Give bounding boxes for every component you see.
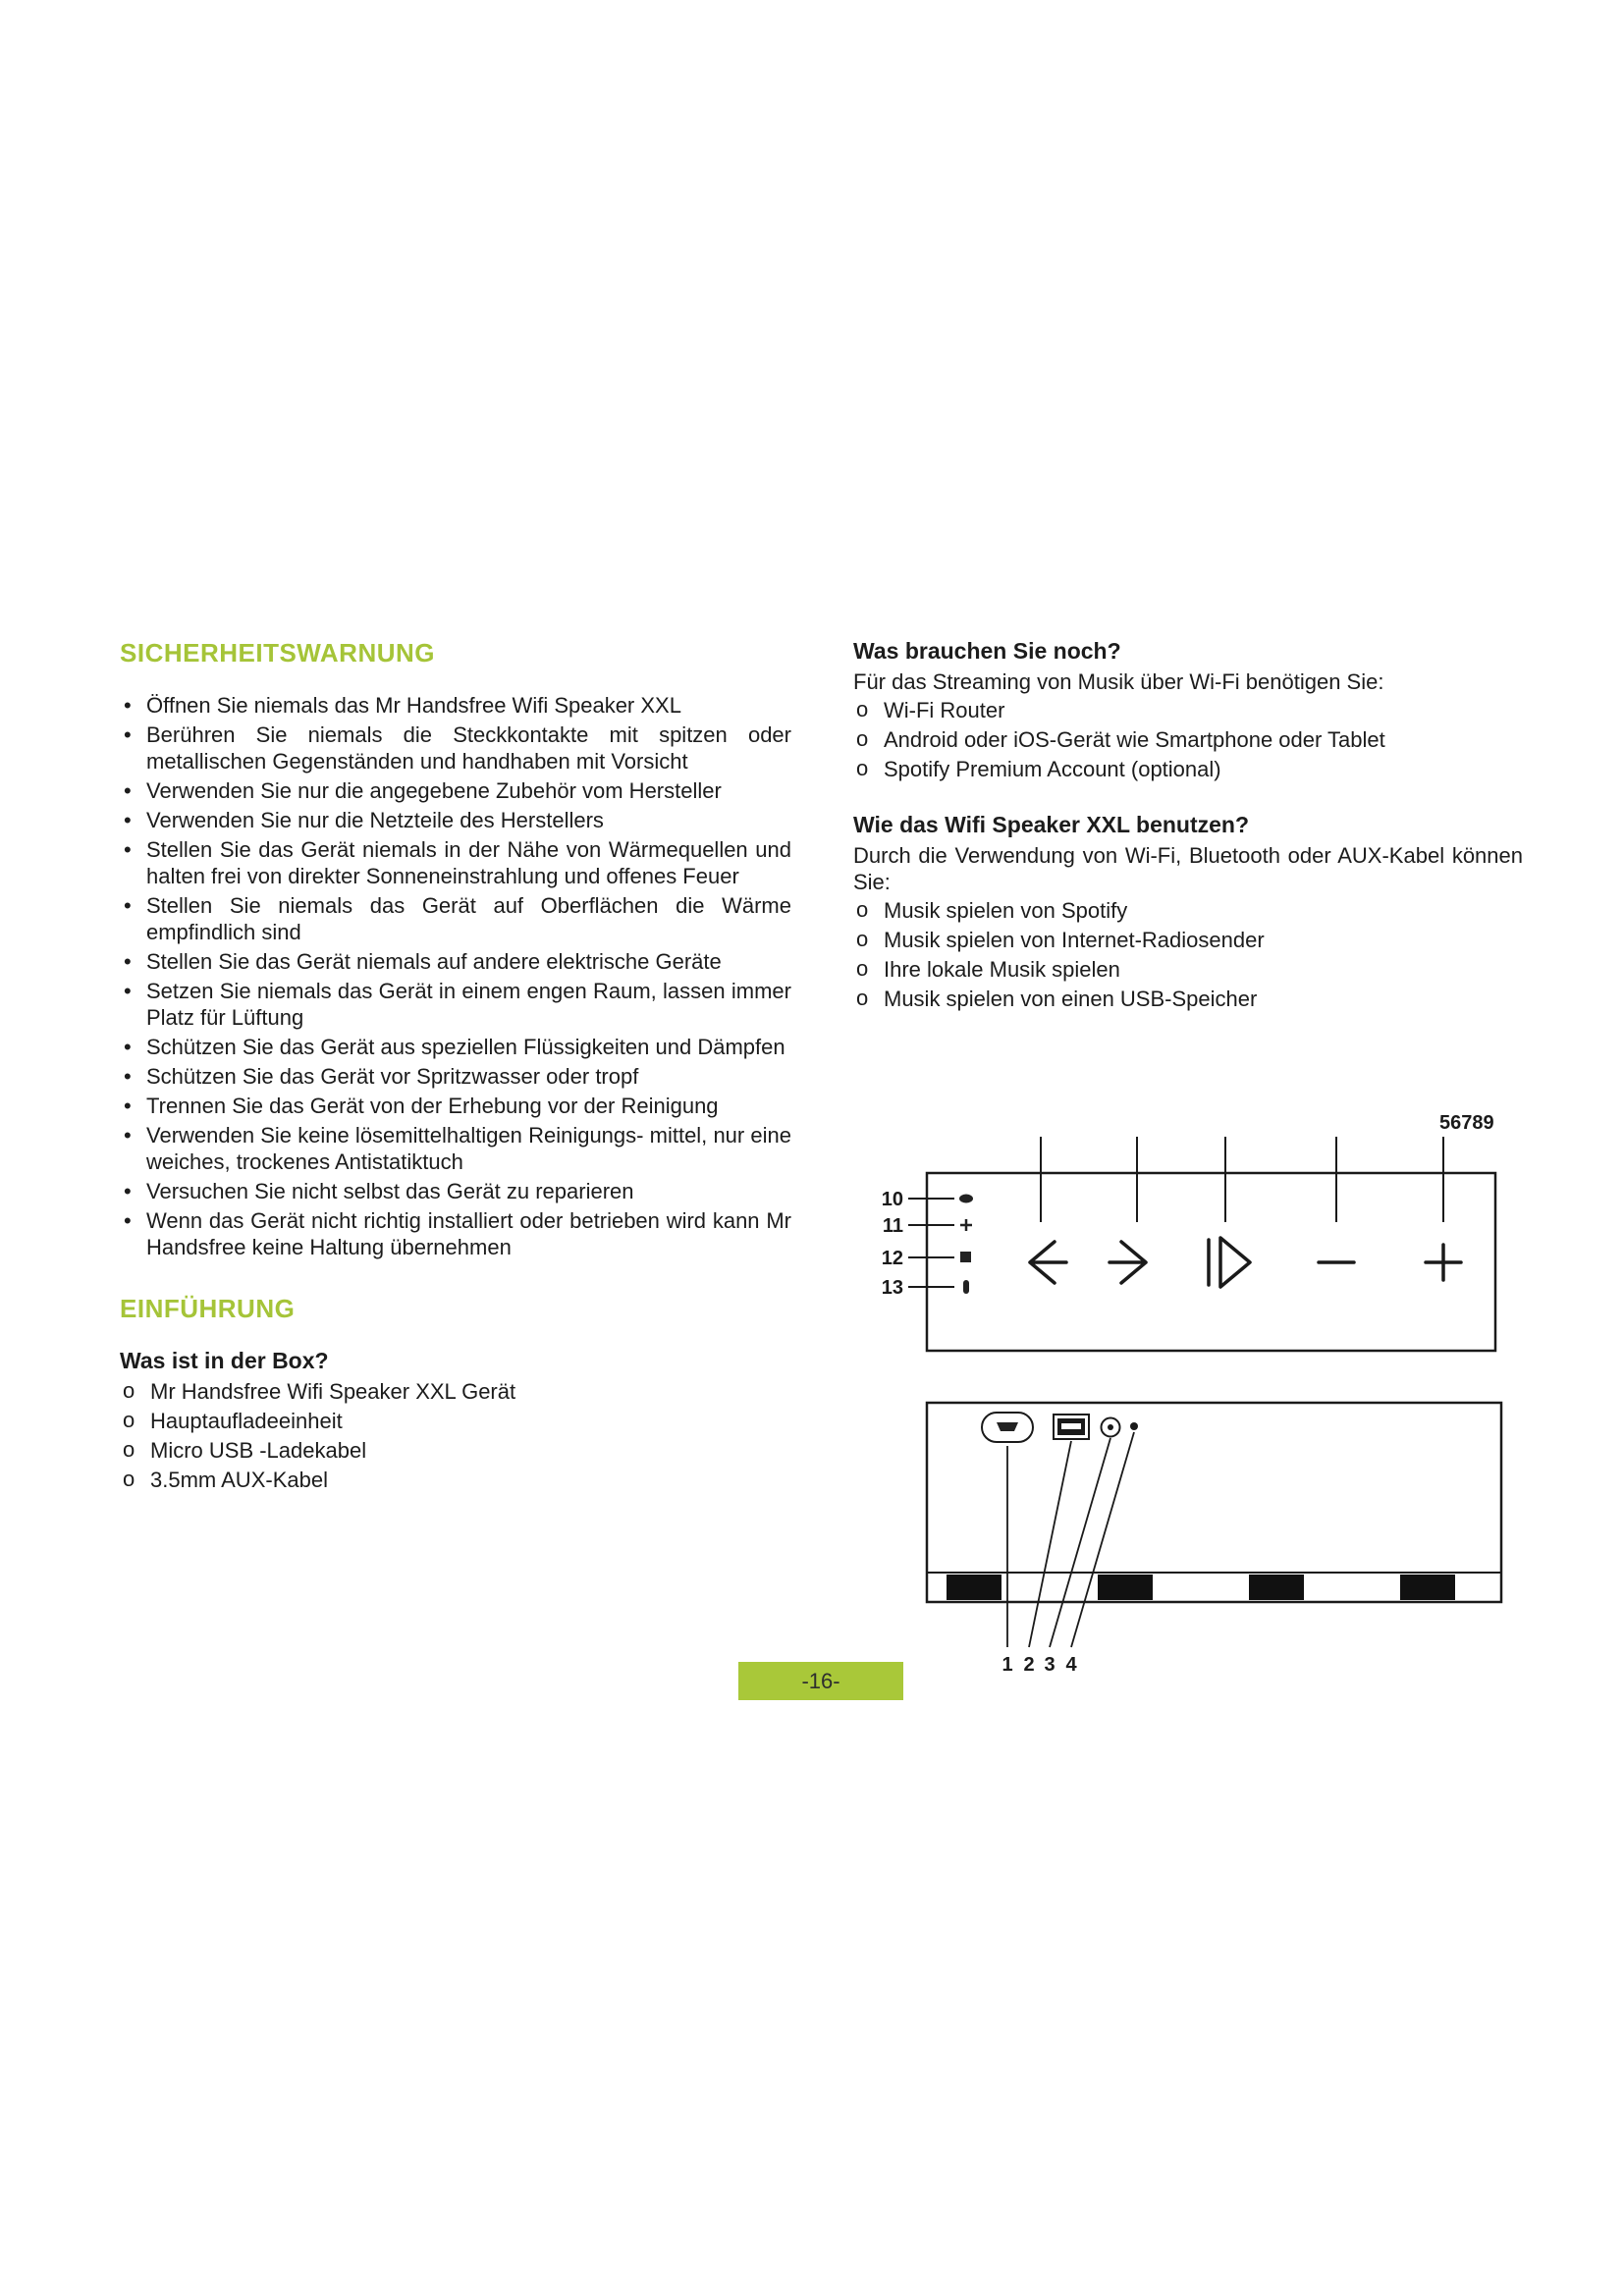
list-item [120,807,791,833]
bullet-marker: • [124,778,132,803]
bullet-marker: • [124,979,132,1003]
bullet-marker: • [124,837,132,862]
circle-marker: o [856,756,869,780]
indicator-label-10: 10 [881,1189,903,1210]
list-item-text: Stellen Sie niemals das Gerät auf Oberflächen die Wärme empfindlich sind [146,893,791,944]
usage-list [853,897,1523,1012]
list-item [120,978,791,1031]
port-label-3: 3 [1044,1654,1056,1676]
list-item-text: Verwenden Sie nur die Netzteile des Herstellers [146,808,604,832]
list-item-text: Ihre lokale Musik spielen [884,957,1120,982]
box-contents-list [120,1378,791,1493]
ref-number-label: 56789 [1439,1112,1494,1134]
list-item-text: Schützen Sie das Gerät aus speziellen Flüssigkeiten und Dämpfen [146,1035,785,1059]
list-item-text: 3.5mm AUX-Kabel [150,1468,328,1492]
list-item-text: Stellen Sie das Gerät niemals auf andere elektrische Geräte [146,949,722,974]
microphone-hole-icon [1130,1422,1138,1430]
battery-indicator-icon [963,1280,969,1294]
rear-panel-diagram [844,1369,1532,1693]
list-item [853,986,1523,1012]
port-label-4: 4 [1065,1654,1077,1676]
list-item-text: Wenn das Gerät nicht richtig installiert oder betrieben wird kann Mr Handsfree keine Haltung übernehmen [146,1208,791,1259]
list-item [120,1467,791,1493]
status-led-icon [959,1195,973,1203]
circle-marker: o [856,927,869,951]
usage-intro: Durch die Verwendung von Wi-Fi, Bluetooth oder AUX-Kabel können Sie: [853,843,1523,894]
list-item [120,1378,791,1405]
list-item [120,1207,791,1260]
list-item-text: Setzen Sie niemals das Gerät in einem engen Raum, lassen immer Platz für Lüftung [146,979,791,1030]
port-label-2: 2 [1023,1654,1035,1676]
usage-heading: Wie das Wifi Speaker XXL benutzen? [853,812,1250,837]
list-item-text: Versuchen Sie nicht selbst das Gerät zu reparieren [146,1179,634,1203]
port-label-1: 1 [1001,1654,1013,1676]
list-item [853,956,1523,983]
list-item [853,897,1523,924]
list-item [120,1063,791,1090]
top-panel-outline [927,1173,1495,1351]
bullet-marker: • [124,1179,132,1203]
list-item-text: Musik spielen von einen USB-Speicher [884,987,1258,1011]
bullet-marker: • [124,1035,132,1059]
indicator-label-13: 13 [881,1277,903,1299]
page-number: -16- [801,1668,840,1693]
list-item-text: Micro USB -Ladekabel [150,1438,367,1463]
list-item-text: Spotify Premium Account (optional) [884,757,1221,781]
circle-marker: o [123,1437,135,1462]
indicator-label-12: 12 [881,1248,903,1269]
list-item [853,697,1523,723]
list-item [120,1093,791,1119]
circle-marker: o [856,697,869,721]
list-item-text: Berühren Sie niemals die Steckkontakte mit spitzen oder metallischen Gegenständen und handhaben mit Vorsicht [146,722,791,774]
list-item [120,777,791,804]
circle-marker: o [123,1378,135,1403]
bullet-marker: • [124,1094,132,1118]
list-item-text: Trennen Sie das Gerät von der Erhebung vor der Reinigung [146,1094,719,1118]
list-item [120,1178,791,1204]
list-item [853,756,1523,782]
bullet-marker: • [124,893,132,918]
intro-heading: EINFÜHRUNG [120,1294,296,1323]
circle-marker: o [856,726,869,751]
circle-marker: o [856,956,869,981]
list-item [120,1034,791,1060]
list-item [120,892,791,945]
circle-marker: o [123,1467,135,1491]
list-item [120,721,791,774]
list-item-text: Verwenden Sie nur die angegebene Zubehör vom Hersteller [146,778,722,803]
bullet-marker: • [124,808,132,832]
list-item [120,692,791,719]
need-intro: Für das Streaming von Musik über Wi-Fi benötigen Sie: [853,669,1384,694]
left-column [120,638,791,1496]
bullet-marker: • [124,693,132,718]
list-item-text: Schützen Sie das Gerät vor Spritzwasser oder tropf [146,1064,639,1089]
list-item [853,726,1523,753]
list-item-text: Wi-Fi Router [884,698,1005,722]
bullet-marker: • [124,949,132,974]
list-item [120,1122,791,1175]
box-contents-heading: Was ist in der Box? [120,1348,329,1373]
list-item-text: Musik spielen von Spotify [884,898,1128,923]
list-item [120,948,791,975]
list-item [120,836,791,889]
top-panel-diagram [844,1080,1532,1374]
page-number-badge [738,1662,903,1700]
list-item-text: Öffnen Sie niemals das Mr Handsfree Wifi Speaker XXL [146,693,681,718]
list-item-text: Stellen Sie das Gerät niemals in der Nähe von Wärmequellen und halten frei von direkter Sonneneinstrahlung und offenes Feuer [146,837,791,888]
need-heading: Was brauchen Sie noch? [853,638,1121,664]
circle-marker: o [856,897,869,922]
bullet-marker: • [124,1123,132,1148]
circle-marker: o [856,986,869,1010]
right-column [853,638,1523,1015]
list-item-text: Musik spielen von Internet-Radiosender [884,928,1265,952]
list-item [120,1408,791,1434]
need-list [853,697,1523,782]
bullet-marker: • [124,722,132,747]
list-item [853,927,1523,953]
indicator-label-11: 11 [882,1215,903,1237]
safety-heading: SICHERHEITSWARNUNG [120,638,436,667]
list-item-text: Verwenden Sie keine lösemittelhaltigen Reinigungs- mittel, nur eine weiches, trockenes Antistatiktuch [146,1123,791,1174]
list-item-text: Mr Handsfree Wifi Speaker XXL Gerät [150,1379,516,1404]
bullet-marker: • [124,1064,132,1089]
list-item [120,1437,791,1464]
safety-list [120,692,791,1260]
bluetooth-indicator-icon [960,1252,971,1262]
circle-marker: o [123,1408,135,1432]
usb-port-icon [1054,1415,1089,1439]
list-item-text: Android oder iOS-Gerät wie Smartphone oder Tablet [884,727,1385,752]
aux-jack-icon [1102,1418,1120,1437]
bullet-marker: • [124,1208,132,1233]
list-item-text: Hauptaufladeeinheit [150,1409,343,1433]
